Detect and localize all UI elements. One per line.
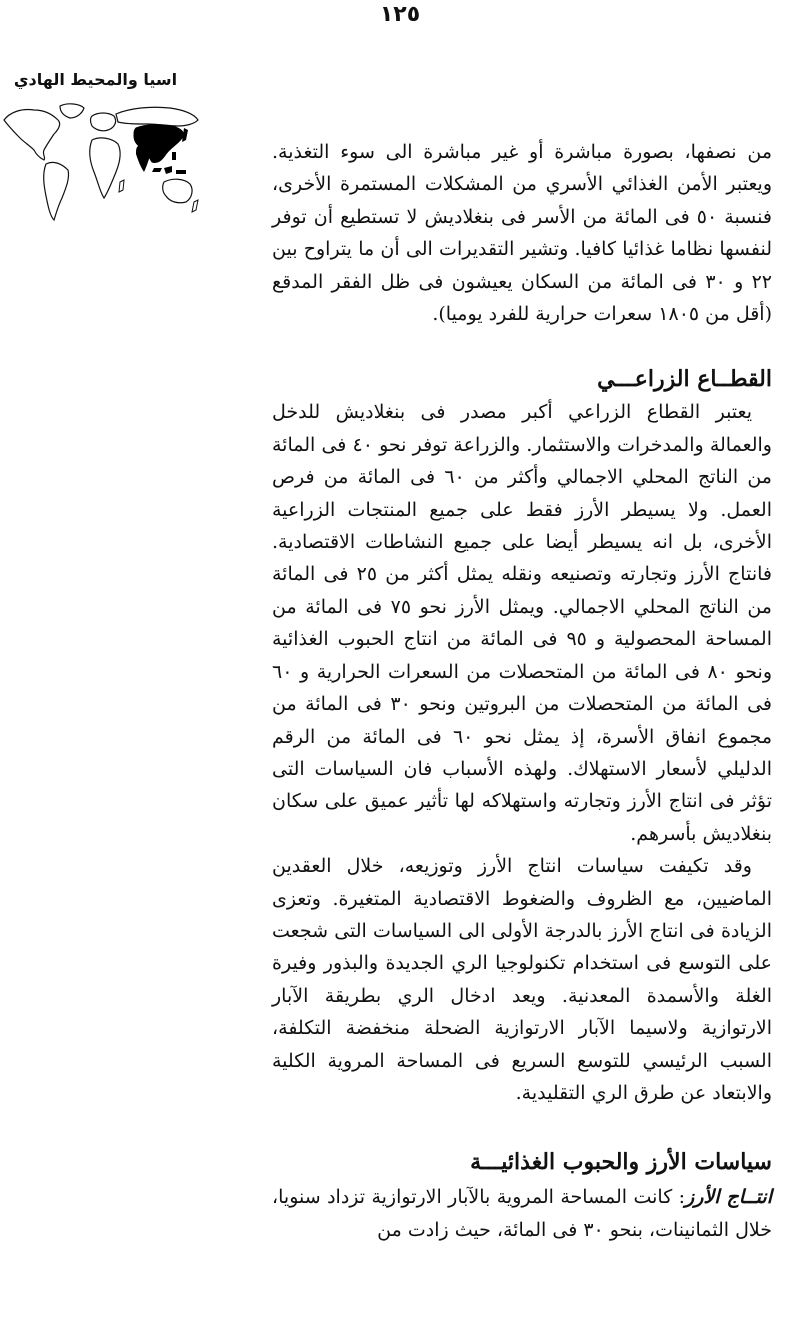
rice-production-lead: انتــاج الأرز xyxy=(685,1186,772,1209)
rice-production-paragraph xyxy=(272,1181,772,1246)
world-map-icon xyxy=(0,98,200,226)
map-philippines xyxy=(172,152,176,160)
map-new-zealand xyxy=(192,200,198,212)
map-new-guinea xyxy=(176,170,186,174)
map-africa xyxy=(90,138,120,198)
map-south-america xyxy=(44,162,69,220)
rice-production-text: : كانت المساحة المروية بالآبار الارتوازية تزداد سنويا، خلال الثمانينات، بنحو ٣٠ فى المائة، حيث زادت من xyxy=(272,1186,772,1241)
map-indonesia-2 xyxy=(164,166,172,174)
agriculture-paragraph-2: وقد تكيفت سياسات انتاج الأرز وتوزيعه، خلال العقدين الماضيين، مع الظروف والضغوط الاقتصادية المتغيرة. وتعزى الزيادة فى انتاج الأرز بالدرجة الأولى الى السياسات التى شجعت على التوسع فى استخدام تكنولوجيا الري الجديدة والبذور وفيرة الغلة والأسمدة المعدنية. ويعد ادخال الري بطريقة الآبار الارتوازية ولاسيما الآبار الارتوازية الضحلة منخفضة التكلفة، السبب الرئيسي للتوسع السريع فى المساحة المروية الكلية والابتعاد عن طرق الري التقليدية. xyxy=(272,855,772,1104)
map-madagascar xyxy=(119,180,124,192)
agriculture-paragraph-1: يعتبر القطاع الزراعي أكبر مصدر فى بنغلاديش للدخل والعمالة والمدخرات والاستثمار. والزراعة توفر نحو ٤٠ فى المائة من الناتج المحلي الاجمالي وأكثر من ٦٠ فى المائة من فرص العمل. ولا يسيطر الأرز فقط على جميع المنتجات الزراعية الأخرى، بل انه يسيطر أيضا على جميع النشاطات الاقتصادية. فانتاج الأرز وتجارته وتصنيعه ونقله يمثل أكثر من ٢٥ فى المائة من الناتج المحلي الاجمالي. ويمثل الأرز نحو ٧٥ فى المائة من المساحة المحصولية و ٩٥ فى المائة من انتاج الحبوب الغذائية ونحو ٨٠ فى المائة من المتحصلات من السعرات الحرارية و ٦٠ فى المائة من المتحصلات من البروتين ونحو ٣٠ فى المائة من مجموع انفاق الأسرة، إذ يمثل نحو ٦٠ فى المائة من الرقم الدليلي لأسعار الاستهلاك. ولهذه الأسباب فان السياسات التى تؤثر فى انتاج الأرز وتجارته واستهلاكه لها تأثير عميق على سكان بنغلاديش بأسرهم. xyxy=(272,401,772,845)
map-indonesia-1 xyxy=(152,168,162,172)
intro-paragraph: من نصفها، بصورة مباشرة أو غير مباشرة الى سوء التغذية. ويعتبر الأمن الغذائي الأسري من المشكلات المستمرة الأخرى، فنسبة ٥٠ فى المائة من الأسر فى بنغلاديش لا تستطيع أن توفر لنفسها نظاما غذائيا كافيا. وتشير التقديرات الى أن ما يتراوح بين ٢٢ و ٣٠ فى المائة من السكان يعيشون فى ظل الفقر المدقع (أقل من ١٨٠٥ سعرات حرارية للفرد يوميا). xyxy=(272,141,772,326)
region-label: اسيا والمحيط الهادي xyxy=(13,70,178,89)
map-north-america xyxy=(4,109,60,160)
map-greenland xyxy=(60,104,84,118)
heading-agricultural-sector: القطــاع الزراعـــي xyxy=(597,366,772,393)
heading-rice-policies: سياسات الأرز والحبوب الغذائيـــة xyxy=(470,1149,772,1176)
map-north-asia xyxy=(116,107,198,126)
page-number: ١٢٥ xyxy=(379,2,421,27)
map-australia xyxy=(163,179,192,203)
main-text xyxy=(272,136,772,1246)
map-europe xyxy=(91,113,116,131)
